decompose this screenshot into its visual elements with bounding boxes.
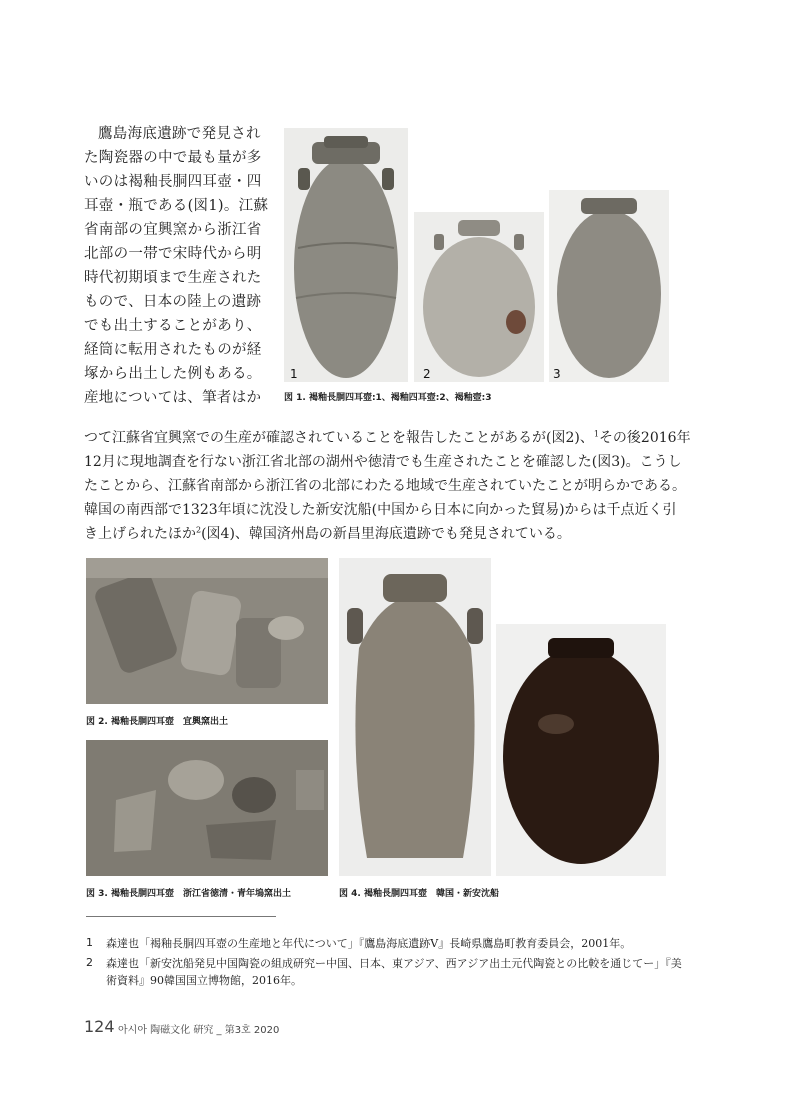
figure-4-caption: 図 4. 褐釉長胴四耳壺 韓国・新安沈船 [339, 889, 499, 899]
body-line: いのは褐釉長胴四耳壺・四 [84, 174, 262, 190]
figure-4-jar-2 [496, 624, 666, 876]
figure-1-jar-3 [549, 190, 669, 382]
body-line: 時代初期頃まで生産された [84, 270, 262, 286]
body-line: 経筒に転用されたものが経 [84, 342, 262, 358]
footnote-1-text: 森達也「褐釉長胴四耳壺の生産地と年代について」『鷹島海底遺跡Ⅴ』長崎県鷹島町教育委員会，2001年。 [106, 937, 632, 950]
body-line: き上げられたほか$^2$(図4)、韓国済州島の新昌里海底遺跡でも発見されている。 [84, 525, 571, 542]
body-line: 12月に現地調査を行ない浙江省北部の湖州や徳清でも生産されたことを確認した(図3)。こうし [84, 454, 682, 470]
footnote-2-number: 2 [86, 956, 93, 969]
footnote-1-number: 1 [86, 936, 93, 949]
body-column [84, 122, 268, 410]
body-line: 省南部の宜興窯から浙江省 [84, 222, 262, 238]
body-line: 鷹島海底遺跡で発見され [98, 126, 261, 142]
body-line: つて江蘇省宜興窯での生産が確認されていることを報告したことがあるが(図2)、$^1$その後2016年 [84, 429, 691, 446]
body-line: でも出土することがあり、 [84, 318, 262, 334]
figure-4-jar-1 [339, 558, 491, 876]
figure-1-number-3: 3 [553, 367, 561, 381]
figure-1-caption: 図 1. 褐釉長胴四耳壺:1、褐釉四耳壺:2、褐釉壺:3 [284, 393, 492, 403]
body-line: 北部の一帯で宋時代から明 [84, 246, 262, 262]
figure-1-jar-2 [414, 212, 544, 382]
body-line: 塚から出土した例もある。 [84, 366, 262, 382]
body-line: 韓国の南西部で1323年頃に沈没した新安沈船(中国から日本に向かった貿易)からは千点近く引 [84, 502, 677, 518]
footnote-2-text-cont: 術資料』90韓国国立博物館，2016年。 [106, 974, 302, 987]
figure-1-number-2: 2 [423, 367, 431, 381]
body-line: 産地については、筆者はか [84, 390, 262, 406]
body-line: たことから、江蘇省南部から浙江省の北部にわたる地域で生産されていたことが明らかである。 [84, 478, 686, 494]
page-number: 124 [84, 1017, 115, 1036]
figure-2-photo [86, 558, 328, 704]
figure-2-caption: 図 2. 褐釉長胴四耳壺 宜興窯出土 [86, 717, 228, 727]
journal-name: 아시아 陶磁文化 硏究 _ 第3호 2020 [118, 1025, 280, 1036]
footnote-rule [86, 916, 276, 917]
figure-3-caption: 図 3. 褐釉長胴四耳壺 浙江省徳清・青年塢窯出土 [86, 889, 291, 899]
footnote-2-text: 森達也「新安沈船発見中国陶瓷の組成研究ー中国、日本、東アジア、西アジア出土元代陶瓷との比較を通じてー」『美 [106, 957, 682, 970]
figure-3-photo [86, 740, 328, 876]
figure-1-number-1: 1 [290, 367, 298, 381]
body-line: た陶瓷器の中で最も量が多 [84, 150, 262, 166]
figure-1-jar-1 [284, 128, 408, 382]
body-line: 耳壺・瓶である(図1)。江蘇 [84, 198, 269, 214]
body-wide [84, 426, 691, 546]
body-line: もので、日本の陸上の遺跡 [84, 294, 262, 310]
